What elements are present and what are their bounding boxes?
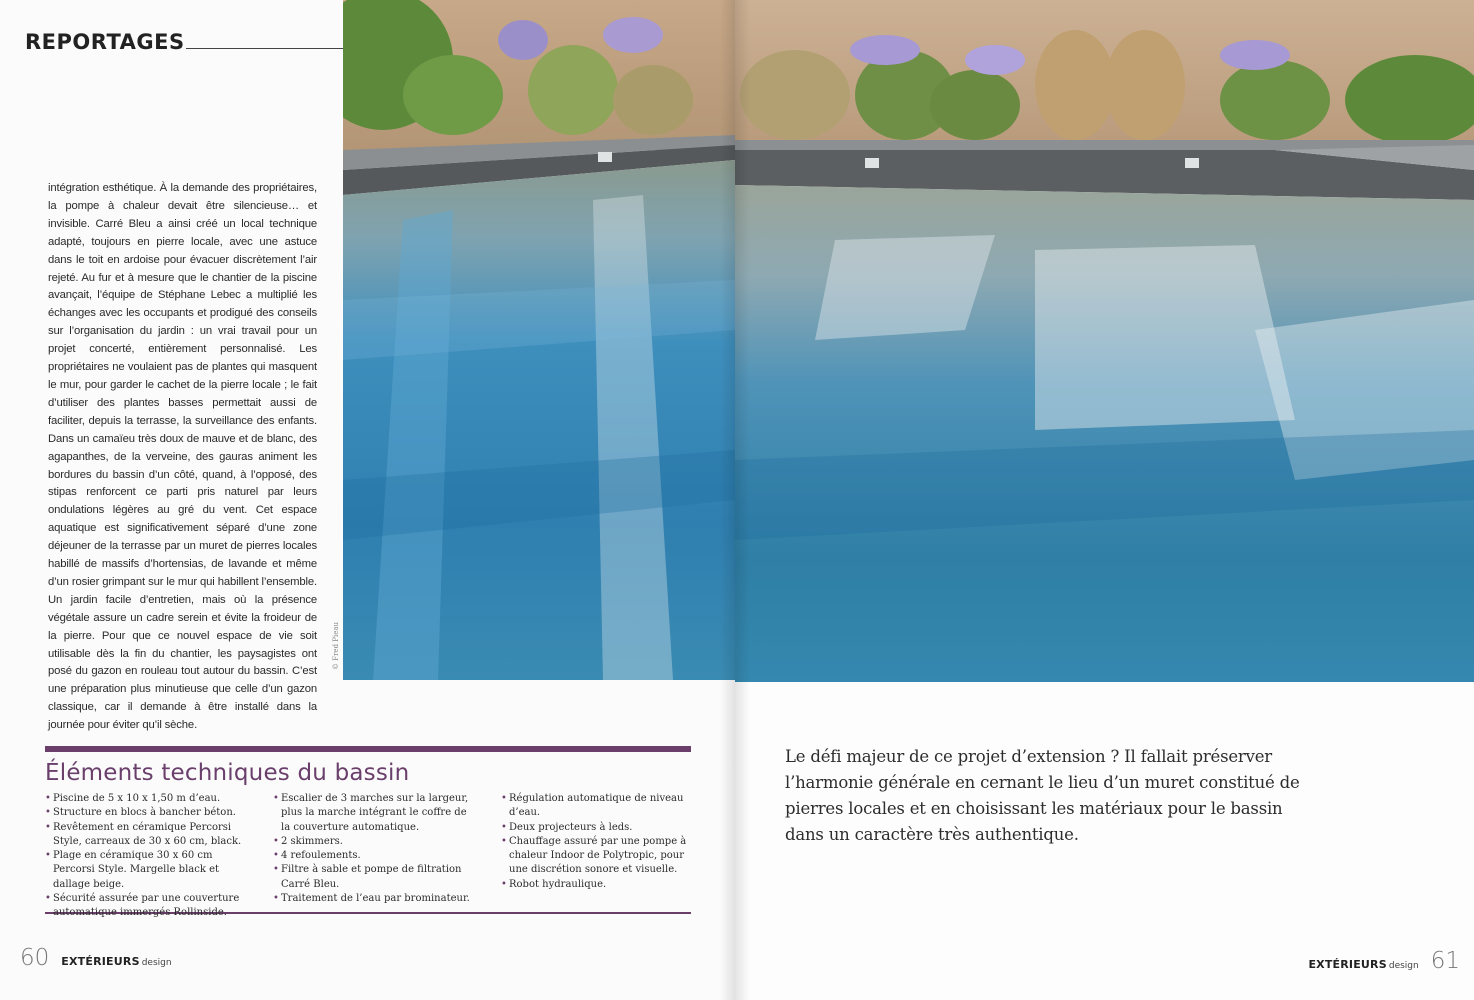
list-item: • Filtre à sable et pompe de filtration Carré Bleu. <box>273 863 473 892</box>
tech-box-top-bar <box>45 746 691 752</box>
list-item: • Revêtement en céramique Percorsi Style, carreaux de 30 x 60 cm, black. <box>45 821 245 850</box>
tech-list-col-1 <box>45 792 245 921</box>
list-item: • 4 refoulements. <box>273 849 473 863</box>
right-page <box>735 0 1474 1000</box>
list-item: • 2 skimmers. <box>273 835 473 849</box>
section-header: REPORTAGES <box>25 30 185 54</box>
tech-box-title: Éléments techniques du bassin <box>45 760 410 786</box>
list-item: • Traitement de l’eau par brominateur. <box>273 892 473 906</box>
technical-specs-box <box>45 746 691 919</box>
list-item: • Chauffage assuré par une pompe à chaleur Indoor de Polytropic, pour une discrétion sonore et visuelle. <box>501 835 691 878</box>
tech-box-columns <box>45 792 691 919</box>
folio-right <box>1308 948 1460 974</box>
pull-quote: Le défi majeur de ce projet d’extension ? Il fallait préserver l’harmonie générale en cernant le lieu d’un muret constitué de pierres locales et en choisissant les matériaux pour le bassin dans un caractère très authentique. <box>785 747 1300 844</box>
page-number: 61 <box>1430 948 1460 974</box>
list-item: • Plage en céramique 30 x 60 cm Percorsi Style. Margelle black et dallage beige. <box>45 849 245 892</box>
list-item: • Escalier de 3 marches sur la largeur, plus la marche intégrant le coffre de la couverture automatique. <box>273 792 473 835</box>
page-number: 60 <box>20 945 50 971</box>
list-item: • Deux projecteurs à leds. <box>501 821 691 835</box>
magazine-brand: EXTÉRIEURS <box>1308 958 1387 971</box>
pool-photo-right <box>735 0 1474 682</box>
list-item: • Structure en blocs à bancher béton. <box>45 806 245 820</box>
list-item: • Sécurité assurée par une couverture automatique immergés Rollinside. <box>45 892 245 921</box>
left-page <box>0 0 735 1000</box>
folio-left <box>20 945 172 971</box>
tech-list-col-3 <box>501 792 691 892</box>
pool-photo-left <box>343 0 735 680</box>
pool-photo-left-art <box>343 0 735 680</box>
photo-credit: © Fred Pieau <box>332 621 340 670</box>
magazine-brand-suffix: design <box>1388 961 1419 971</box>
magazine-brand: EXTÉRIEURS <box>61 955 140 968</box>
article-body: intégration esthétique. À la demande des propriétaires, la pompe à chaleur devait être silencieuse… et invisible. Carré Bleu a ainsi créé un local technique adapté, toujours en pierre locale, avec une astuce dans le toit en ardoise pour évacuer discrètement l’air rejeté. Au fur et à mesure que le chantier de la piscine avançait, l’équipe de Stéphane Lebec a multiplié les échanges avec les occupants et prodigué des conseils sur l’organisation du jardin : un vrai travail pour un projet concerté, entièrement personnalisé. Les propriétaires ne voulaient pas de plantes qui masquent le mur, pour garder le cachet de la pierre locale ; le fait d’utiliser des plantes basses permettait aussi de faciliter, depuis la terrasse, la surveillance des enfants. Dans un camaïeu très doux de mauve et de blanc, des agapanthes, de la verveine, des gauras animent les bordures du bassin d’un côté, quand, à l’opposé, des stipas renforcent ce parti pris naturel par leurs ondulations légères au gré du vent. Cet espace aquatique est significativement séparé d’une zone déjeuner de la terrasse par un muret de pierres locales habillé de massifs d’hortensias, de lavande et même d’un rosier grimpant sur le mur qui habillent l’ensemble. Un jardin facile d’entretien, mais où la présence végétale assure un cadre serein et évite la froideur de la pierre. Pour que ce nouvel espace de vie soit utilisable dès la fin du chantier, les paysagistes ont posé du gazon en rouleau tout autour du bassin. C’est une préparation plus minutieuse que celle d’un gazon classique, car il demande à être installé dans la journée pour éviter qu’il sèche. <box>48 182 317 732</box>
tech-list-col-2 <box>273 792 473 906</box>
section-rule <box>186 48 343 49</box>
magazine-brand-suffix: design <box>141 958 172 968</box>
list-item: • Régulation automatique de niveau d’eau. <box>501 792 691 821</box>
list-item: • Piscine de 5 x 10 x 1,50 m d’eau. <box>45 792 245 806</box>
pool-photo-right-art <box>735 0 1474 682</box>
list-item: • Robot hydraulique. <box>501 878 691 892</box>
